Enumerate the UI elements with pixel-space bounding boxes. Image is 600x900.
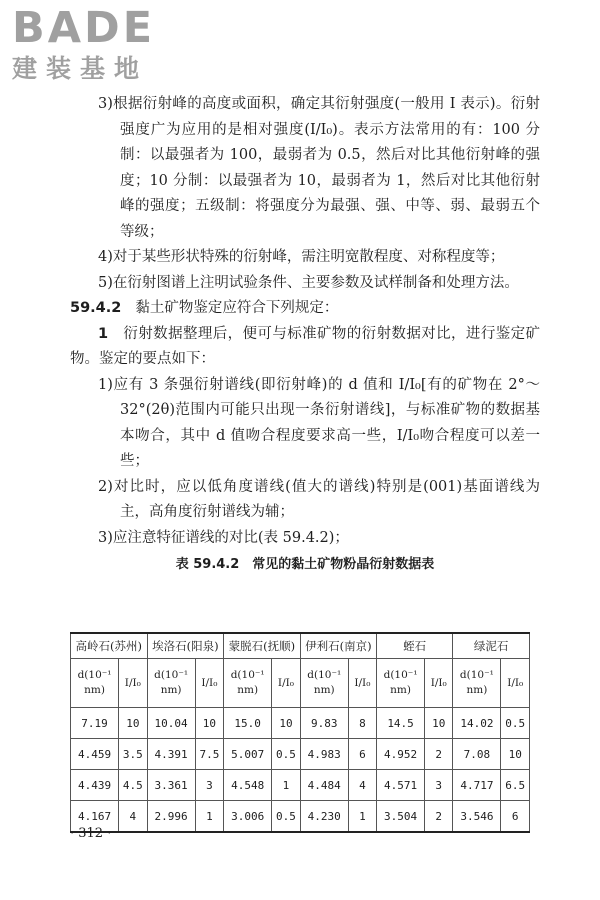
d-value-header: d(10⁻¹ nm) (224, 659, 272, 708)
d-value-cell: 7.08 (453, 739, 501, 770)
mineral-header: 高岭石(苏州) (71, 633, 148, 659)
d-value-header: d(10⁻¹ nm) (71, 659, 119, 708)
intensity-header: I/I₀ (348, 659, 376, 708)
intensity-cell: 0.5 (501, 708, 530, 739)
intensity-header: I/I₀ (272, 659, 300, 708)
intensity-cell: 1 (195, 801, 223, 833)
paragraph-number: 1 (98, 325, 109, 342)
d-value-cell: 3.546 (453, 801, 501, 833)
d-value-cell: 14.02 (453, 708, 501, 739)
d-value-cell: 9.83 (300, 708, 348, 739)
intensity-cell: 2 (425, 801, 453, 833)
d-value-cell: 4.167 (71, 801, 119, 833)
intensity-header: I/I₀ (119, 659, 147, 708)
d-value-header: d(10⁻¹ nm) (377, 659, 425, 708)
intensity-cell: 7.5 (195, 739, 223, 770)
d-value-header: d(10⁻¹ nm) (147, 659, 195, 708)
d-value-cell: 3.504 (377, 801, 425, 833)
intensity-cell: 4 (119, 801, 147, 833)
clay-mineral-table (70, 632, 530, 833)
d-value-cell: 3.361 (147, 770, 195, 801)
sub-item-2: 2)对比时，应以低角度谱线(值大的谱线)特别是(001)基面谱线为主，高角度衍射谱线为辅； (98, 478, 540, 520)
d-value-cell: 4.230 (300, 801, 348, 833)
table-row (71, 708, 530, 739)
d-value-cell: 4.459 (71, 739, 119, 770)
list-item-4: 4)对于某些形状特殊的衍射峰，需注明宽散程度、对称程度等； (98, 249, 505, 265)
intensity-cell: 6 (348, 739, 376, 770)
intensity-header: I/I₀ (195, 659, 223, 708)
mineral-header: 埃洛石(阳泉) (147, 633, 224, 659)
d-value-cell: 3.006 (224, 801, 272, 833)
sub-item-1: 1)应有 3 条强衍射谱线(即衍射峰)的 d 值和 I/I₀[有的矿物在 2°～32°(2θ)范围内可能只出现一条衍射谱线]，与标准矿物的数据基本吻合，其中 d 值吻合程度要求高一些，I/I₀吻合程度可以差一些； (98, 376, 540, 469)
d-value-cell: 14.5 (377, 708, 425, 739)
d-value-cell: 4.391 (147, 739, 195, 770)
intensity-cell: 8 (348, 708, 376, 739)
page-body (70, 92, 540, 581)
intensity-cell: 10 (501, 739, 530, 770)
d-value-cell: 4.439 (71, 770, 119, 801)
sub-item-3: 3)应注意特征谱线的对比(表 59.4.2)； (98, 529, 349, 546)
d-value-cell: 4.571 (377, 770, 425, 801)
mineral-header: 伊利石(南京) (300, 633, 376, 659)
intensity-cell: 10 (195, 708, 223, 739)
d-value-cell: 4.484 (300, 770, 348, 801)
column-header-row (71, 659, 530, 708)
table-row (71, 801, 530, 833)
d-value-header: d(10⁻¹ nm) (453, 659, 501, 708)
intensity-cell: 3 (195, 770, 223, 801)
mineral-header: 蒙脱石(抚顺) (224, 633, 301, 659)
intensity-cell: 0.5 (272, 739, 300, 770)
intensity-cell: 0.5 (272, 801, 300, 833)
intensity-cell: 10 (425, 708, 453, 739)
d-value-cell: 4.548 (224, 770, 272, 801)
d-value-cell: 7.19 (71, 708, 119, 739)
intensity-cell: 6.5 (501, 770, 530, 801)
clause-text: 黏土矿物鉴定应符合下列规定： (135, 300, 339, 316)
intensity-cell: 10 (272, 708, 300, 739)
intensity-cell: 4 (348, 770, 376, 801)
intensity-header: I/I₀ (425, 659, 453, 708)
d-value-cell: 5.007 (224, 739, 272, 770)
intensity-cell: 10 (119, 708, 147, 739)
clause-number: 59.4.2 (70, 300, 122, 316)
table-row (71, 770, 530, 801)
watermark-logo (12, 4, 155, 84)
mineral-header: 绿泥石 (453, 633, 530, 659)
intensity-cell: 6 (501, 801, 530, 833)
mineral-header: 蛭石 (377, 633, 453, 659)
paragraph-text: 衍射数据整理后，便可与标准矿物的衍射数据对比，进行鉴定矿物。鉴定的要点如下： (70, 325, 541, 367)
clause-heading (70, 296, 540, 322)
paragraph-1 (70, 322, 540, 373)
intensity-cell: 3.5 (119, 739, 147, 770)
list-item-3: 3)根据衍射峰的高度或面积，确定其衍射强度(一般用 I 表示)。衍射强度广为应用的是相对强度(I/I₀)。表示方法常用的有：100 分制：以最强者为 100，最弱者为 0.5，然后对比其他衍射峰的强度；10 分制：以最强者为 10，最弱者为 1，然后对比其他衍射峰的强度；五级制：将强度分为最强、强、中等、弱、最弱五个等级； (98, 96, 540, 240)
d-value-cell: 4.983 (300, 739, 348, 770)
d-value-cell: 4.952 (377, 739, 425, 770)
intensity-cell: 1 (272, 770, 300, 801)
intensity-header: I/I₀ (501, 659, 530, 708)
intensity-cell: 4.5 (119, 770, 147, 801)
mineral-header-row (71, 633, 530, 659)
page-number: · 312 · (70, 826, 112, 841)
intensity-cell: 1 (348, 801, 376, 833)
d-value-cell: 15.0 (224, 708, 272, 739)
intensity-cell: 2 (425, 739, 453, 770)
logo-subtitle: 建装基地 (12, 54, 149, 83)
intensity-cell: 3 (425, 770, 453, 801)
d-value-cell: 4.717 (453, 770, 501, 801)
d-value-cell: 2.996 (147, 801, 195, 833)
list-item-5: 5)在衍射图谱上注明试验条件、主要参数及试样制备和处理方法。 (98, 274, 519, 291)
d-value-cell: 10.04 (147, 708, 195, 739)
table-body (71, 708, 530, 833)
d-value-header: d(10⁻¹ nm) (300, 659, 348, 708)
table-title: 表 59.4.2 常见的黏土矿物粉晶衍射数据表 (175, 557, 435, 572)
logo-brand: BADE (12, 3, 156, 53)
table-row (71, 739, 530, 770)
